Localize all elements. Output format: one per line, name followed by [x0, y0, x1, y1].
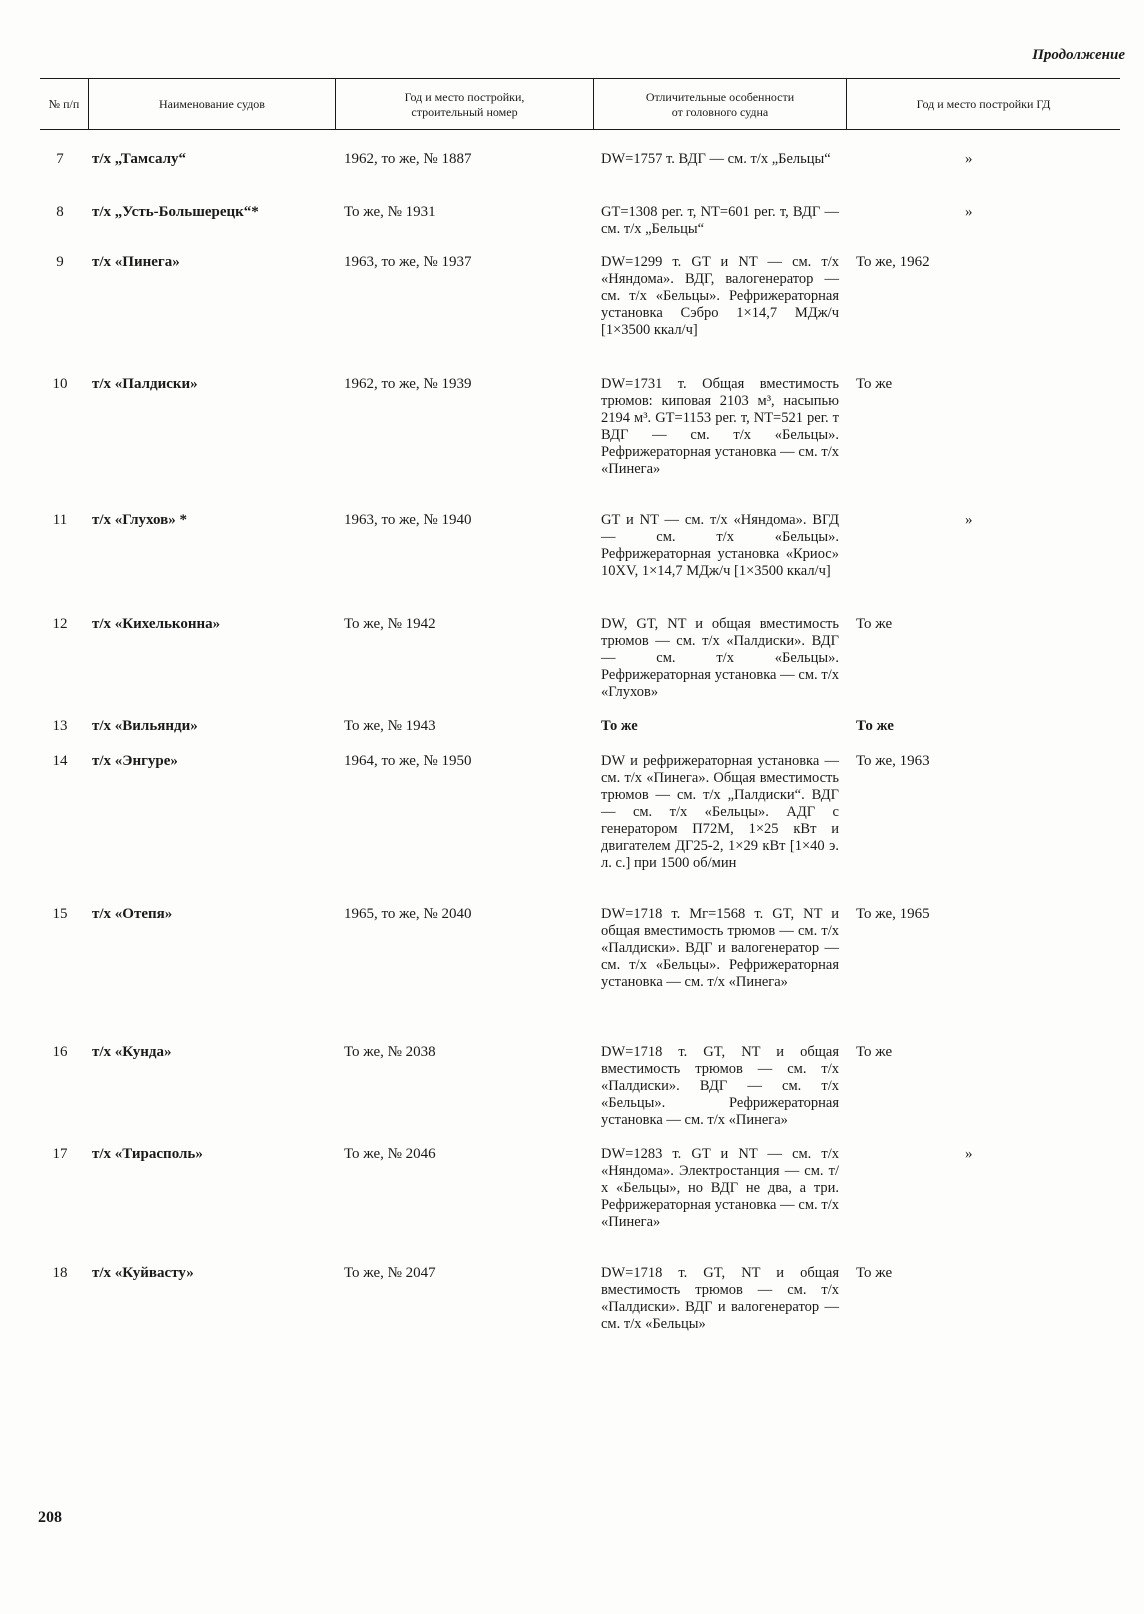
features: GT=1308 рег. т, NT=601 рег. т, ВДГ — см. т/х „Бельцы“: [601, 204, 839, 237]
features: DW=1718 т. Mг=1568 т. GT, NT и общая вместимость трюмов — см. т/х «Палдиски». ВДГ и валогенератор — см. т/х «Бельцы». Рефрижераторная установка — см. т/х «Пинега»: [601, 906, 839, 990]
features: DW и рефрижераторная установка — см. т/х «Пинега». Общая вместимость трюмов — см. т/х „Палдиски“. ВДГ — см. т/х «Бельцы». АДГ с генератором П72М, 1×25 кВт и двигателем ДГ25-2, 1×29 кВт [1×40 э. л. с.] при 1500 об/мин: [601, 753, 839, 871]
row-number: 15: [52, 906, 68, 922]
engine-year: То же, 1965: [856, 906, 930, 922]
features: То же: [601, 718, 638, 734]
features: GT и NT — см. т/х «Няндома». ВГД — см. т/х «Бельцы». Рефрижераторная установка «Криос» 10XV, 1×14,7 МДж/ч [1×3500 ккал/ч]: [601, 512, 839, 579]
vessel-name: т/х «Кихельконна»: [92, 616, 221, 632]
features: DW=1299 т. GT и NT — см. т/х «Няндома». ВДГ, валогенератор — см. т/х «Бельцы». Рефрижераторная установка Сэбро 1×14,7 МДж/ч [1×3500 ккал/ч]: [601, 254, 839, 338]
row-number: 17: [52, 1146, 68, 1162]
build-year-place: То же, № 2046: [344, 1146, 436, 1162]
features: DW=1718 т. GT, NT и общая вместимость трюмов — см. т/х «Палдиски». ВДГ — см. т/х «Бельцы». Рефрижераторная установка — см. т/х «Пинега»: [601, 1044, 839, 1128]
features: DW=1757 т. ВДГ — см. т/х „Бельцы“: [601, 151, 831, 167]
features: DW, GT, NT и общая вместимость трюмов — см. т/х «Палдиски». ВДГ — см. т/х «Бельцы». Рефрижераторная установка — см. т/х «Глухов»: [601, 616, 839, 700]
engine-year: То же: [856, 1044, 893, 1060]
row-number: 18: [52, 1265, 68, 1281]
build-year-place: То же, № 2047: [344, 1265, 436, 1281]
vessel-name: т/х «Палдиски»: [92, 376, 198, 392]
header-name: Наименование судов: [159, 97, 265, 111]
header-gd: Год и место постройки ГД: [916, 97, 1051, 111]
row-number: 11: [52, 512, 68, 528]
build-year-place: 1963, то же, № 1937: [344, 254, 472, 270]
build-year-place: 1963, то же, № 1940: [344, 512, 472, 528]
features: DW=1283 т. GT и NT — см. т/х «Няндома». Электростанция — см. т/х «Бельцы», но ВДГ не два, а три. Рефрижераторная установка — см. т/х «Пинега»: [601, 1146, 839, 1230]
continuation-label: Продолжение: [1032, 47, 1125, 63]
vessel-name: т/х «Энгуре»: [92, 753, 178, 769]
build-year-place: То же, № 2038: [344, 1044, 436, 1060]
engine-year: »: [965, 1146, 973, 1162]
engine-year: То же, 1963: [856, 753, 930, 769]
vessel-name: т/х „Усть-Большерецк“*: [92, 204, 259, 220]
engine-year: То же: [856, 616, 893, 632]
engine-year: То же, 1962: [856, 254, 930, 270]
engine-year: То же: [856, 1265, 893, 1281]
row-number: 8: [56, 204, 64, 220]
header-features: Отличительные особенности от головного судна: [645, 89, 795, 119]
vessel-name: т/х «Куйвасту»: [92, 1265, 194, 1281]
row-number: 13: [52, 718, 68, 734]
row-number: 7: [56, 151, 64, 167]
build-year-place: 1962, то же, № 1887: [344, 151, 472, 167]
page-number: 208: [38, 1509, 62, 1526]
features: DW=1731 т. Общая вместимость трюмов: киповая 2103 м³, насыпью 2194 м³. GT=1153 рег. т, NT=521 рег. т ВДГ — см. т/х «Бельцы». Рефрижераторная установка — см. т/х «Пинега»: [601, 376, 839, 477]
vessel-name: т/х «Тирасполь»: [92, 1146, 203, 1162]
header-num: № п/п: [48, 97, 80, 111]
vessel-name: т/х «Кунда»: [92, 1044, 172, 1060]
build-year-place: То же, № 1942: [344, 616, 436, 632]
vessel-name: т/х «Вильянди»: [92, 718, 198, 734]
engine-year: То же: [856, 376, 893, 392]
build-year-place: То же, № 1943: [344, 718, 436, 734]
row-number: 14: [52, 753, 68, 769]
row-number: 10: [52, 376, 68, 392]
build-year-place: 1962, то же, № 1939: [344, 376, 472, 392]
vessel-name: т/х «Пинега»: [92, 254, 180, 270]
vessel-name: т/х „Тамсалу“: [92, 151, 187, 167]
header-year: Год и место постройки, строительный номер: [404, 89, 525, 119]
row-number: 12: [52, 616, 68, 632]
row-number: 16: [52, 1044, 68, 1060]
build-year-place: 1964, то же, № 1950: [344, 753, 472, 769]
build-year-place: То же, № 1931: [344, 204, 436, 220]
row-number: 9: [56, 254, 64, 270]
engine-year: »: [965, 512, 973, 528]
vessel-name: т/х «Глухов» *: [92, 512, 187, 528]
engine-year: То же: [856, 718, 894, 734]
vessel-name: т/х «Отепя»: [92, 906, 173, 922]
engine-year: »: [965, 204, 973, 220]
build-year-place: 1965, то же, № 2040: [344, 906, 472, 922]
engine-year: »: [965, 151, 973, 167]
features: DW=1718 т. GT, NT и общая вместимость трюмов — см. т/х «Палдиски». ВДГ и валогенератор — см. т/х «Бельцы»: [601, 1265, 839, 1332]
